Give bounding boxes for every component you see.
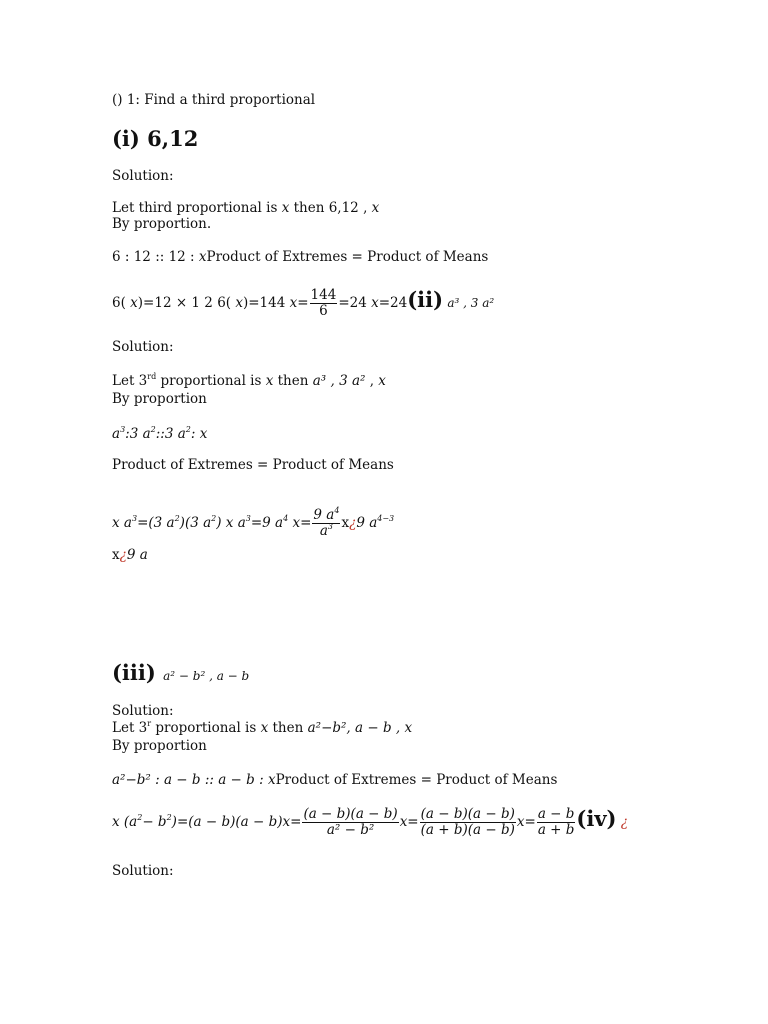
part-iii-let-line: Let 3$^r$ proportional is x then a²−b², a − b , x <box>112 719 413 736</box>
part-ii-result: x¿9 a <box>112 547 148 563</box>
part-iii-by-proportion: By proportion <box>112 738 207 754</box>
part-ii-heading: (ii) <box>407 287 444 312</box>
part-ii-equation: x $a^3=(3$ $a^2)(3$ $a^2$) x $a^3=9$ $a^4$ x= $\frac{9 a^4}{a^3}$ x¿9 $a^{4-3}$ <box>112 506 395 539</box>
fraction-2: $\frac{(a - b)(a - b)}{(a + b)(a - b)}$ <box>420 806 515 838</box>
part-ii-solution-label: Solution: <box>112 339 174 355</box>
part-ii-let-line: Let 3rd proportional is x then a³ , 3 a² , x <box>112 372 386 389</box>
part-i-let-line: Let third proportional is x then 6,12 , x <box>112 200 380 216</box>
part-iii-equation: x $(a^2- b^2)=(a - b)(a - b)x=$ $\frac{(a - b)(a - b)}{\text{a² − b²}}$ x= $\frac{(a - b)(a - b)}{(a + b)(a - b)}$ x= $\frac{a - b}{a + b}$ (iv) ¿ <box>112 806 629 838</box>
part-iii-expression: a² − b² , a − b <box>163 669 250 683</box>
part-iii-proportion-line: a²−b² : a − b :: a − b : xProduct of Extremes = Product of Means <box>112 772 558 788</box>
part-ii-proportion-line: $a^3:3$ $a^2::3$ $a^2$: x <box>112 425 208 442</box>
part-iii-heading: (iii) a² − b² , a − b <box>112 660 250 685</box>
part-iv-heading: (iv) <box>576 806 617 831</box>
part-iv-solution-label: Solution: <box>112 863 174 879</box>
fraction-9a4-over-a3: $\frac{9 a^4}{a^3}$ <box>313 506 340 539</box>
part-ii-rule: Product of Extremes = Product of Means <box>112 457 394 473</box>
part-i-equation: 6( x)=12 × 1 2 6( x)=144 x= $\frac{144}{6}$ =24 x=24(ii) a³ , 3 a² <box>112 287 495 319</box>
part-iii-solution-label: Solution: <box>112 703 174 719</box>
part-ii-by-proportion: By proportion <box>112 391 207 407</box>
fraction-3: $\frac{a - b}{a + b}$ <box>537 806 575 838</box>
fraction-1: $\frac{(a - b)(a - b)}{\text{a² − b²}}$ <box>303 806 398 838</box>
question-title: () 1: Find a third proportional <box>112 92 316 108</box>
part-i-proportion-line: 6 : 12 :: 12 : xProduct of Extremes = Product of Means <box>112 249 489 265</box>
part-i-heading: (i) 6,12 <box>112 126 199 151</box>
part-i-solution-label: Solution: <box>112 168 174 184</box>
part-i-by-proportion: By proportion. <box>112 216 212 232</box>
fraction-144-over-6: $\frac{144}{6}$ <box>310 287 337 319</box>
part-ii-expression: a³ , 3 a² <box>447 296 495 310</box>
